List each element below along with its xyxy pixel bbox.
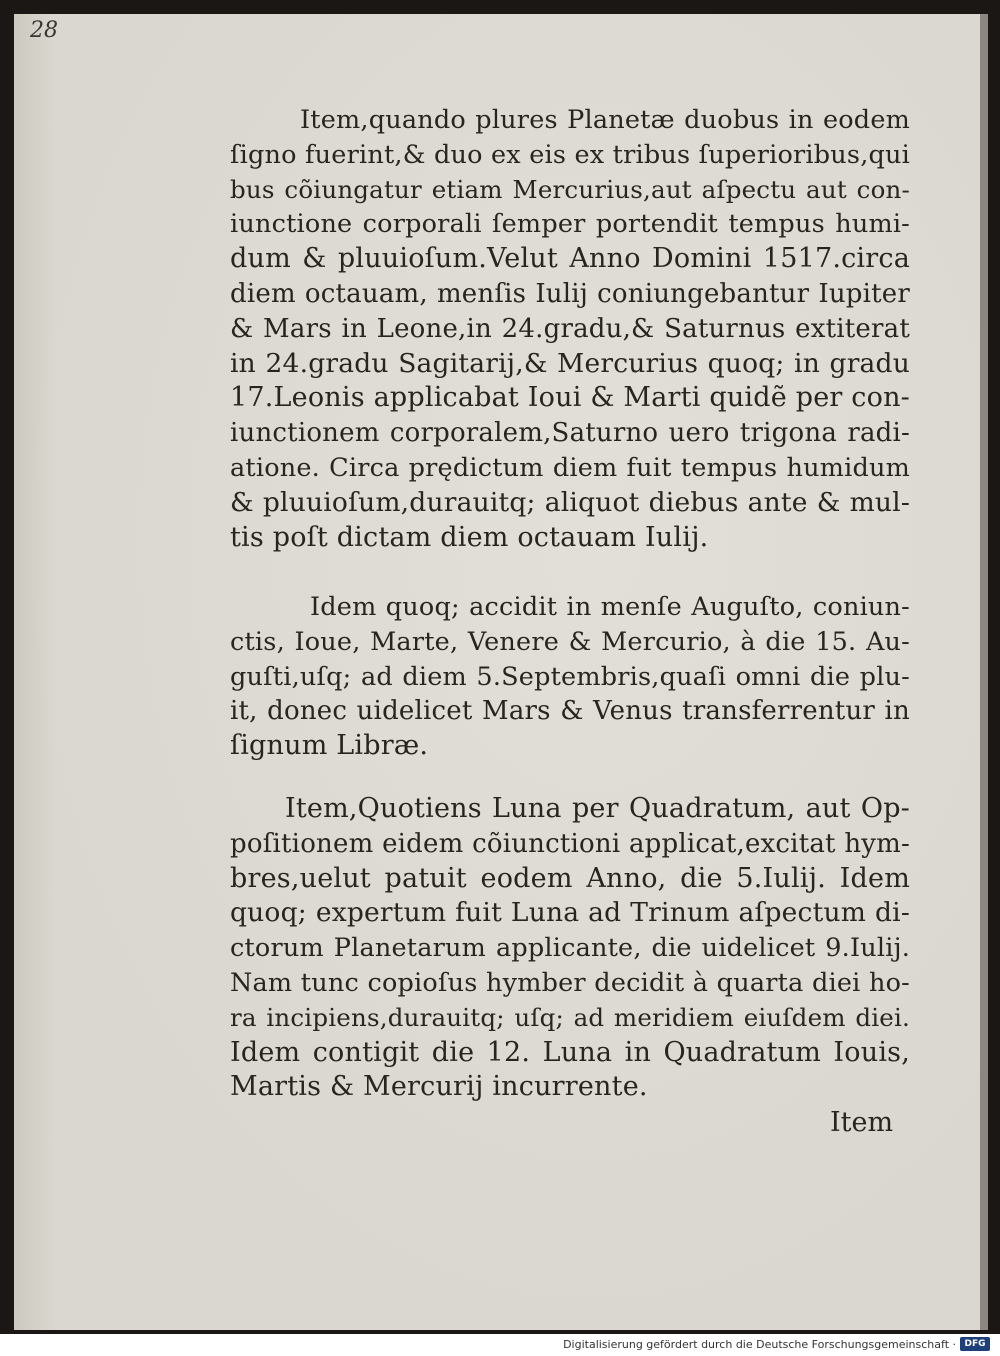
text-line: Idem quoq; accidit in menſe Auguſto, coniun- [310, 592, 910, 622]
text-line: 17.Leonis applicabat Ioui & Marti quidẽ per con- [230, 382, 910, 414]
text-line: ctorum Planetarum applicante, die uidelicet 9.Iulij. [230, 933, 910, 964]
text-line: quoq; expertum fuit Luna ad Trinum aſpectum di- [230, 897, 910, 929]
text-line: tis poſt dictam diem octauam Iulij. [230, 521, 709, 553]
text-line: Martis & Mercurij incurrente. [230, 1071, 648, 1103]
text-line: Nam tunc copioſus hymber decidit à quarta diei ho- [230, 967, 910, 998]
footer-credit: Digitalisierung gefördert durch die Deutsche Forschungsgemeinschaft · [563, 1338, 956, 1351]
text-line: it, donec uidelicet Mars & Venus transferrentur in [230, 696, 910, 727]
dfg-logo: DFG [960, 1337, 990, 1351]
text-line: atione. Circa prędictum diem fuit tempus humidum [230, 452, 910, 483]
text-line: & pluuioſum,durauitq; aliquot diebus ante & mul- [230, 486, 910, 518]
catchword: Item [830, 1107, 894, 1138]
text-line: Idem contigit die 12. Luna in Quadratum Iouis, [230, 1036, 910, 1068]
text-line: ſigno fuerint,& duo ex eis ex tribus ſuperioribus,qui [230, 139, 910, 170]
text-line: iunctione corporali ſemper portendit tempus humi- [230, 209, 910, 240]
text-line: & Mars in Leone,in 24.gradu,& Saturnus extiterat [230, 313, 910, 344]
text-line: ra incipiens,durauitq; uſq; ad meridiem eiuſdem diei. [230, 1002, 910, 1032]
text-line: diem octauam, menſis Iulij coniungebantur Iupiter [230, 278, 910, 309]
text-line: poſitionem eidem cõiunctioni applicat,excitat hym- [230, 828, 910, 859]
paragraph-2 [230, 590, 910, 764]
text-line: bus cõiungatur etiam Mercurius,aut aſpectu aut con- [230, 174, 910, 204]
footer-bar [0, 1334, 1000, 1356]
text-line: Item,quando plures Planetæ duobus in eodem [300, 105, 910, 135]
paragraph-1 [230, 103, 910, 555]
paragraph-3 [230, 792, 910, 1105]
text-line: dum & pluuioſum.Velut Anno Domini 1517.circa [230, 243, 910, 275]
page-number: 28 [30, 18, 58, 43]
text-line: guſti,uſq; ad diem 5.Septembris,quaſi omni die plu- [230, 661, 910, 692]
text-line: ctis, Ioue, Marte, Venere & Mercurio, à die 15. Au- [230, 626, 910, 657]
text-line: Item,Quotiens Luna per Quadratum, aut Op- [285, 793, 910, 824]
text-line: ſignum Libræ. [230, 730, 429, 762]
text-line: bres,uelut patuit eodem Anno, die 5.Iulij. Idem [230, 862, 910, 894]
page-edge [980, 14, 988, 1330]
text-line: iunctionem corporalem,Saturno uero trigona radi- [230, 418, 910, 449]
text-line: in 24.gradu Sagitarij,& Mercurius quoq; in gradu [230, 347, 910, 379]
